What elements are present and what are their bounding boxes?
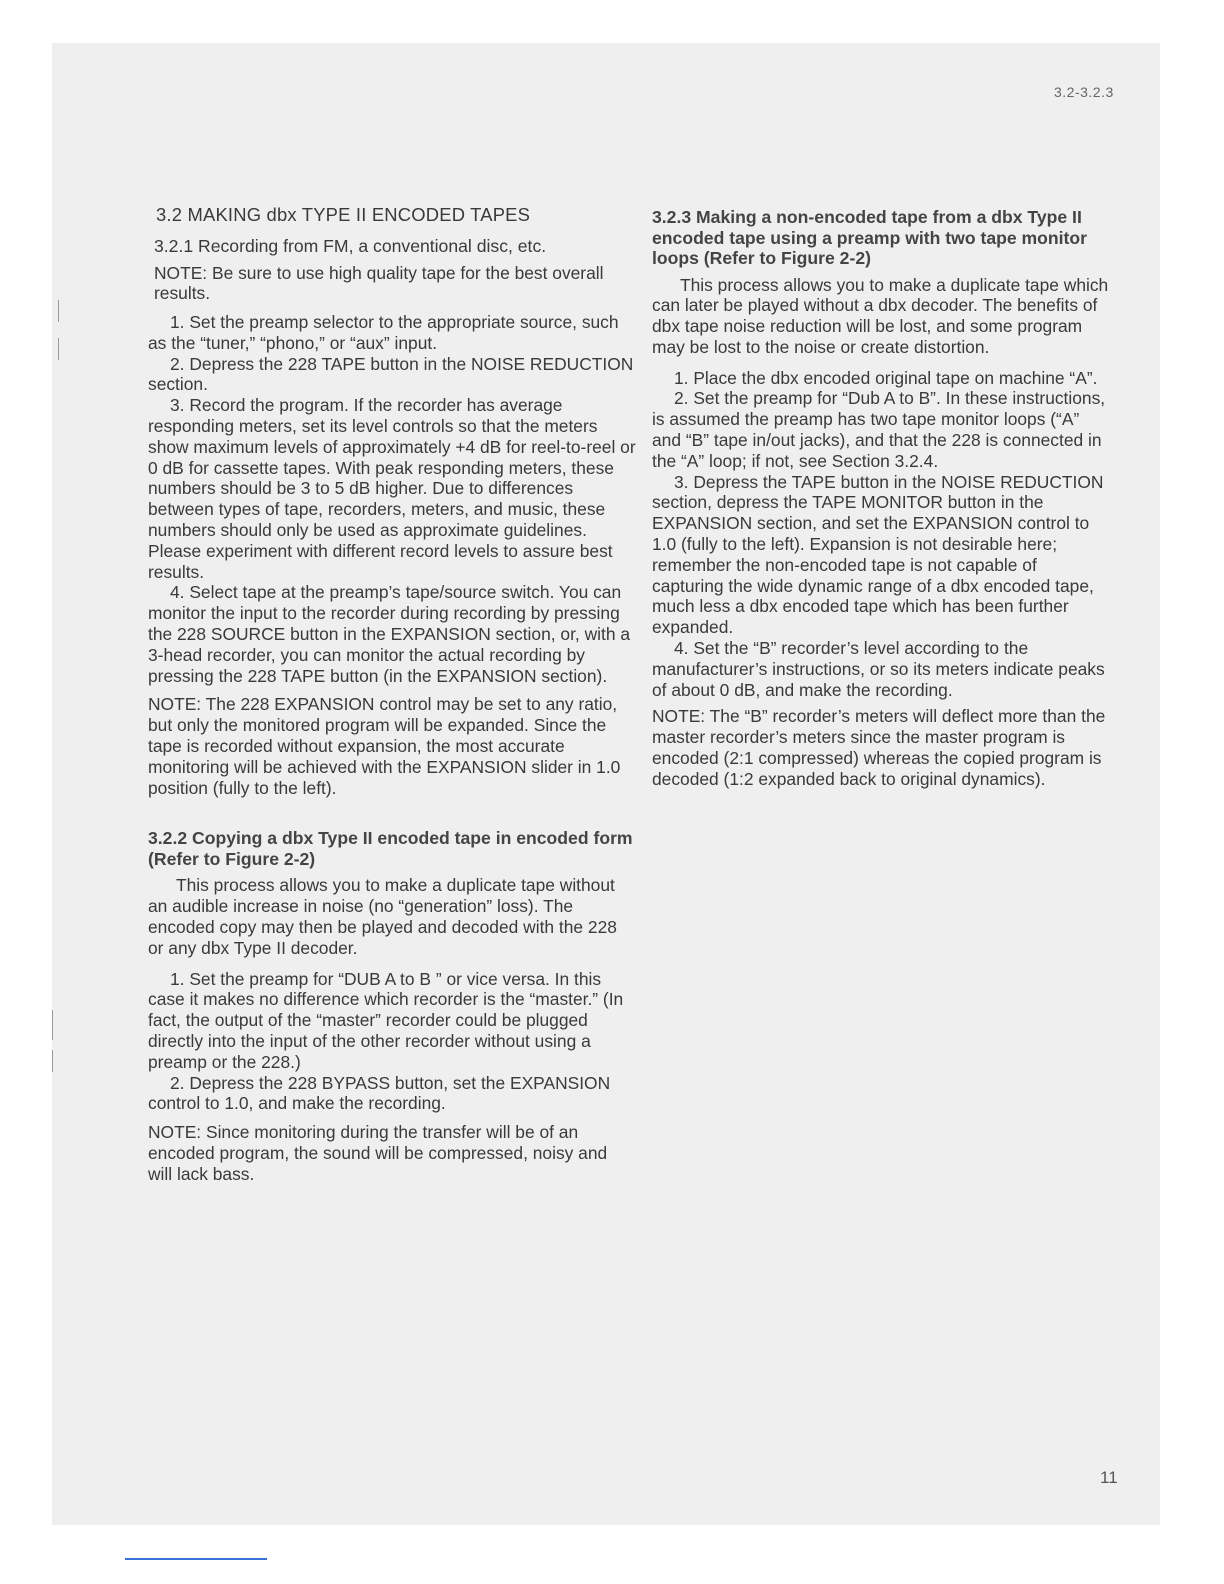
note-expansion: NOTE: The 228 EXPANSION control may be set to any ratio, but only the monitored program will be expanded. Since the tape is recorded without expansion, the most accurate monitoring will be achieved with the EXPANSION slider in 1.0 position (fully to the left).	[148, 694, 621, 798]
margin-mark	[58, 300, 59, 322]
step-323-3: 3. Depress the TAPE button in the NOISE REDUCTION section, depress the TAPE MONITOR button in the EXPANSION section, and set the EXPANSION control to 1.0 (fully to the left). Expansion is not desirable here; remember the non-encoded tape is not capable of capturing the wide dynamic range of a dbx encoded tape, much less a dbx encoded tape which has been further expanded.	[652, 471, 1104, 638]
left-column	[148, 204, 636, 1185]
section-heading: 3.2 MAKING dbx TYPE II ENCODED TAPES	[156, 204, 531, 225]
step-322-2: 2. Depress the 228 BYPASS button, set the EXPANSION control to 1.0, and make the recording.	[148, 1072, 611, 1114]
page-number: 11	[1100, 1468, 1118, 1487]
margin-mark	[52, 1010, 53, 1040]
step-321-1: 1. Set the preamp selector to the appropriate source, such as the “tuner,” “phono,” or “aux” input.	[148, 312, 619, 353]
subsection-heading-322: 3.2.2 Copying a dbx Type II encoded tape in encoded form (Refer to Figure 2-2)	[148, 828, 633, 869]
step-321-2: 2. Depress the 228 TAPE button in the NOISE REDUCTION section.	[148, 353, 634, 395]
margin-mark	[52, 1050, 53, 1072]
note-monitoring: NOTE: Since monitoring during the transfer will be of an encoded program, the sound will be compressed, noisy and will lack bass.	[148, 1122, 608, 1184]
step-322-1: 1. Set the preamp for “DUB A to B ” or vice versa. In this case it makes no difference which recorder is the “master.” (In fact, the output of the “master” recorder could be plugged directly into the input of the other recorder without using a preamp or the 228.)	[148, 968, 624, 1072]
intro-322: This process allows you to make a duplicate tape without an audible increase in noise (no “generation” loss). The encoded copy may then be played and decoded with the 228 or any dbx Type II decoder.	[148, 875, 617, 958]
step-323-4: 4. Set the “B” recorder’s level according to the manufacturer’s instructions, or so its meters indicate peaks of about 0 dB, and make the recording.	[652, 638, 1105, 700]
section-code: 3.2-3.2.3	[1054, 84, 1114, 100]
note-tape-quality: NOTE: Be sure to use high quality tape for the best overall results.	[154, 262, 604, 304]
note-meters: NOTE: The “B” recorder’s meters will deflect more than the master recorder’s meters since the master program is encoded (2:1 compressed) whereas the copied program is decoded (1:2 expanded back to original dynamics).	[652, 706, 1106, 789]
step-321-4: 4. Select tape at the preamp’s tape/source switch. You can monitor the input to the recorder during recording by pressing the 228 SOURCE button in the EXPANSION section, or, with a 3-head recorder, you can monitor the actual recording by pressing the 228 TAPE button (in the EXPANSION section).	[148, 582, 631, 686]
margin-mark	[58, 338, 59, 360]
subsection-heading-323: 3.2.3 Making a non-encoded tape from a dbx Type II encoded tape using a preamp with two tape monitor loops (Refer to Figure 2-2)	[652, 207, 1087, 268]
subsection-heading-321: 3.2.1 Recording from FM, a conventional disc, etc.	[154, 236, 547, 256]
step-323-1: 1. Place the dbx encoded original tape on machine “A”.	[674, 367, 1098, 388]
step-323-2: 2. Set the preamp for “Dub A to B”. In these instructions, is assumed the preamp has two tape monitor loops (“A” and “B” tape in/out jacks), and that the 228 is connected in the “A” loop; if not, see Section 3.2.4.	[652, 388, 1106, 471]
right-column	[652, 207, 1110, 790]
intro-323: This process allows you to make a duplicate tape which can later be played without a dbx decoder. The benefits of dbx tape noise reduction will be lost, and some program may be lost to the noise or create distortion.	[652, 274, 1109, 357]
footnote-rule	[125, 1558, 267, 1560]
step-321-3: 3. Record the program. If the recorder has average responding meters, set its level controls so that the meters show maximum levels of approximately +4 dB for reel-to-reel or 0 dB for cassette tapes. With peak responding meters, these numbers should be 3 to 5 dB higher. Due to differences between types of tape, recorders, meters, and music, these numbers should only be used as approximate guidelines. Please experiment with different record levels to assure best results.	[148, 395, 636, 582]
